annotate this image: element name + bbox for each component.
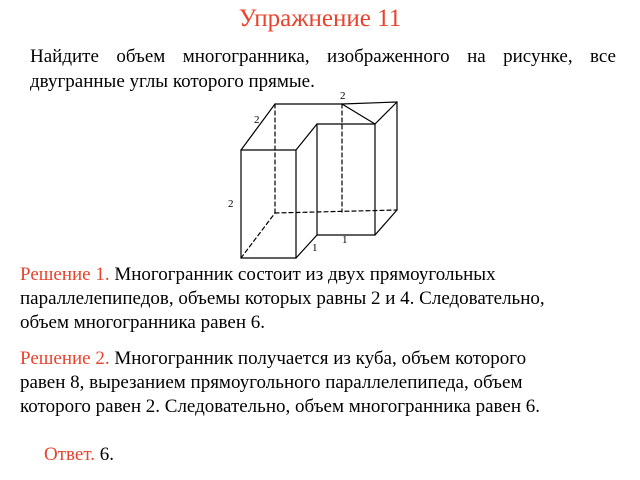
exercise-title: Упражнение 11 — [238, 5, 402, 32]
edge-top-right-back — [342, 102, 397, 104]
problem-line-2: двугранные углы которого прямые. — [30, 71, 315, 92]
solution-1 — [20, 263, 620, 335]
polyhedron-drawing — [220, 88, 410, 260]
solution-2-line-2: равен 8, вырезанием прямоугольного параллелепипеда, объем — [20, 372, 523, 393]
hidden-edge-bottom-back — [275, 210, 397, 213]
label-bottom-front: 1 — [312, 242, 318, 254]
hidden-edge-bottom-left-depth — [241, 213, 275, 258]
answer-value: 6. — [99, 444, 114, 465]
answer — [44, 443, 114, 467]
label-top-width: 2 — [340, 90, 346, 102]
problem-statement — [30, 44, 616, 94]
solution-1-line-3: объем многогранника равен 6. — [20, 312, 265, 333]
polyhedron-figure — [220, 88, 410, 260]
edge-front-top-depth — [296, 124, 317, 150]
edge-top-left-depth — [241, 104, 275, 150]
edge-right-back-top — [375, 102, 397, 124]
solution-2-line-3: которого равен 2. Следовательно, объем многогранника равен 6. — [20, 396, 540, 417]
solution-2-text-1: Многогранник получается из куба, объем которого — [114, 348, 527, 369]
edge-back-right-top — [342, 104, 375, 124]
solution-2-line-1 — [20, 347, 620, 371]
edge-right-back-bottom — [375, 210, 397, 235]
solution-1-text-1: Многогранник состоит из двух прямоугольных — [114, 264, 496, 285]
problem-line-1: Найдите объем многогранника, изображенного на рисунке, все — [30, 46, 616, 67]
label-top-depth: 2 — [254, 114, 260, 126]
answer-label: Ответ. — [44, 444, 95, 465]
label-bottom-right: 1 — [342, 234, 348, 246]
solution-1-label: Решение 1. — [20, 264, 110, 285]
solution-2-label: Решение 2. — [20, 348, 110, 369]
solution-2 — [20, 347, 620, 419]
label-left-height: 2 — [228, 198, 234, 210]
solution-1-line-2: параллелепипедов, объемы которых равны 2 и 4. Следовательно, — [20, 288, 545, 309]
solution-1-line-1 — [20, 263, 620, 287]
